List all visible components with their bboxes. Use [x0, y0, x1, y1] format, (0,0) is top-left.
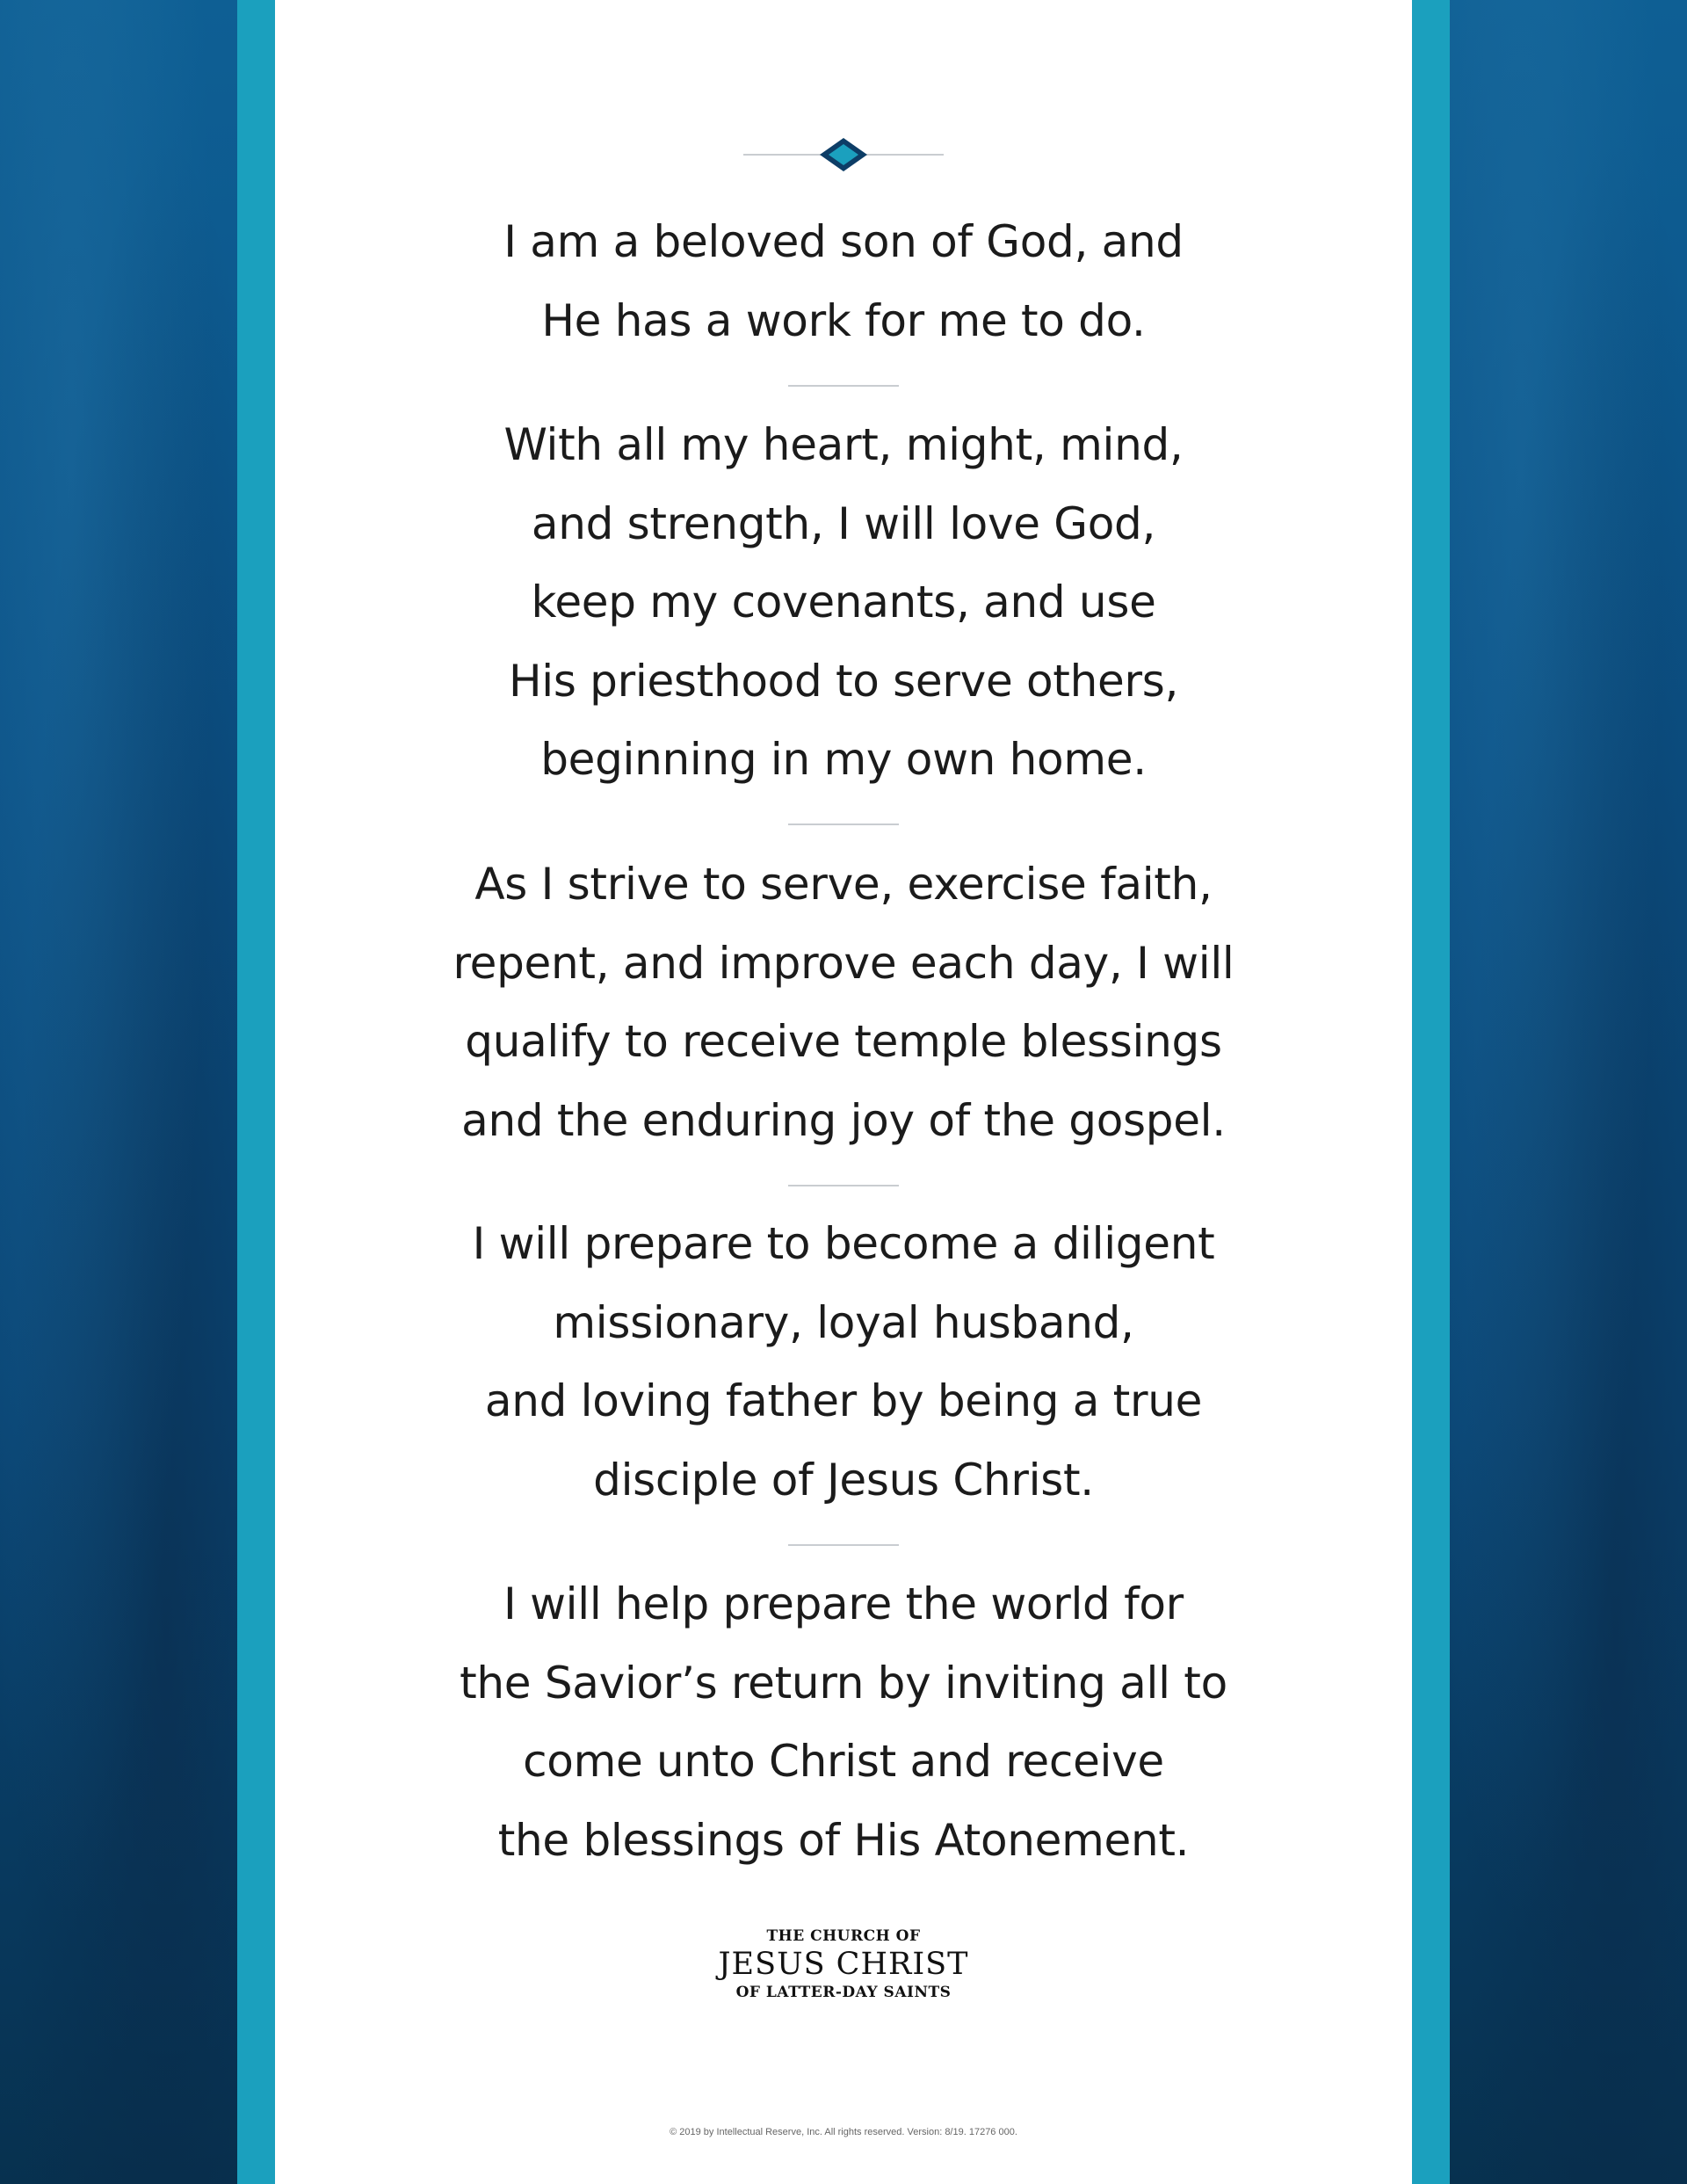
right-accent-stripe	[1412, 0, 1450, 2184]
stanza-line: missionary, loyal husband,	[553, 1296, 1134, 1348]
stanza-line: repent, and improve each day, I will	[453, 937, 1234, 989]
stanza-line: and loving father by being a true	[484, 1375, 1203, 1426]
logo-main-text: JESUS CHRIST	[718, 1947, 969, 1982]
right-textured-border	[1450, 0, 1687, 2184]
stanza-line: I will prepare to become a diligent	[472, 1218, 1215, 1269]
copyright-notice: © 2019 by Intellectual Reserve, Inc. All rights reserved. Version: 8/19. 17276 000.	[670, 2127, 1017, 2137]
stanza-line: beginning in my own home.	[540, 734, 1147, 785]
church-logo	[275, 1926, 1412, 2002]
left-accent-stripe	[237, 0, 275, 2184]
section-divider	[788, 1185, 899, 1186]
stanza-line: I will help prepare the world for	[503, 1578, 1184, 1629]
stanza-2	[275, 406, 1412, 800]
diamond-ornament-icon	[743, 137, 944, 172]
stanza-line: come unto Christ and receive	[523, 1736, 1164, 1787]
stanza-line: As I strive to serve, exercise faith,	[474, 859, 1213, 910]
logo-bottom-text: OF LATTER-DAY SAINTS	[735, 1984, 952, 2001]
stanza-5	[275, 1565, 1412, 1880]
stanza-line: and strength, I will love God,	[531, 497, 1156, 549]
stanza-3	[275, 845, 1412, 1160]
section-divider	[788, 1544, 899, 1546]
stanza-line: and the enduring joy of the gospel.	[461, 1094, 1226, 1146]
content-panel	[275, 0, 1412, 2184]
stanza-line: keep my covenants, and use	[531, 577, 1156, 628]
stanza-line: qualify to receive temple blessings	[465, 1016, 1222, 1067]
stanza-line: With all my heart, might, mind,	[503, 419, 1184, 470]
stanza-line: I am a beloved son of God, and	[503, 216, 1184, 267]
section-divider	[788, 385, 899, 387]
stanza-line: He has a work for me to do.	[541, 294, 1146, 346]
stanza-line: the Savior’s return by inviting all to	[460, 1657, 1227, 1709]
section-divider	[788, 824, 899, 825]
logo-top-text: THE CHURCH OF	[766, 1927, 921, 1945]
stanza-line: disciple of Jesus Christ.	[593, 1454, 1094, 1506]
stanza-line: His priesthood to serve others,	[508, 655, 1179, 707]
stanza-line: the blessings of His Atonement.	[497, 1814, 1190, 1866]
stanza-1	[275, 203, 1412, 360]
stanza-4	[275, 1205, 1412, 1520]
left-textured-border	[0, 0, 237, 2184]
